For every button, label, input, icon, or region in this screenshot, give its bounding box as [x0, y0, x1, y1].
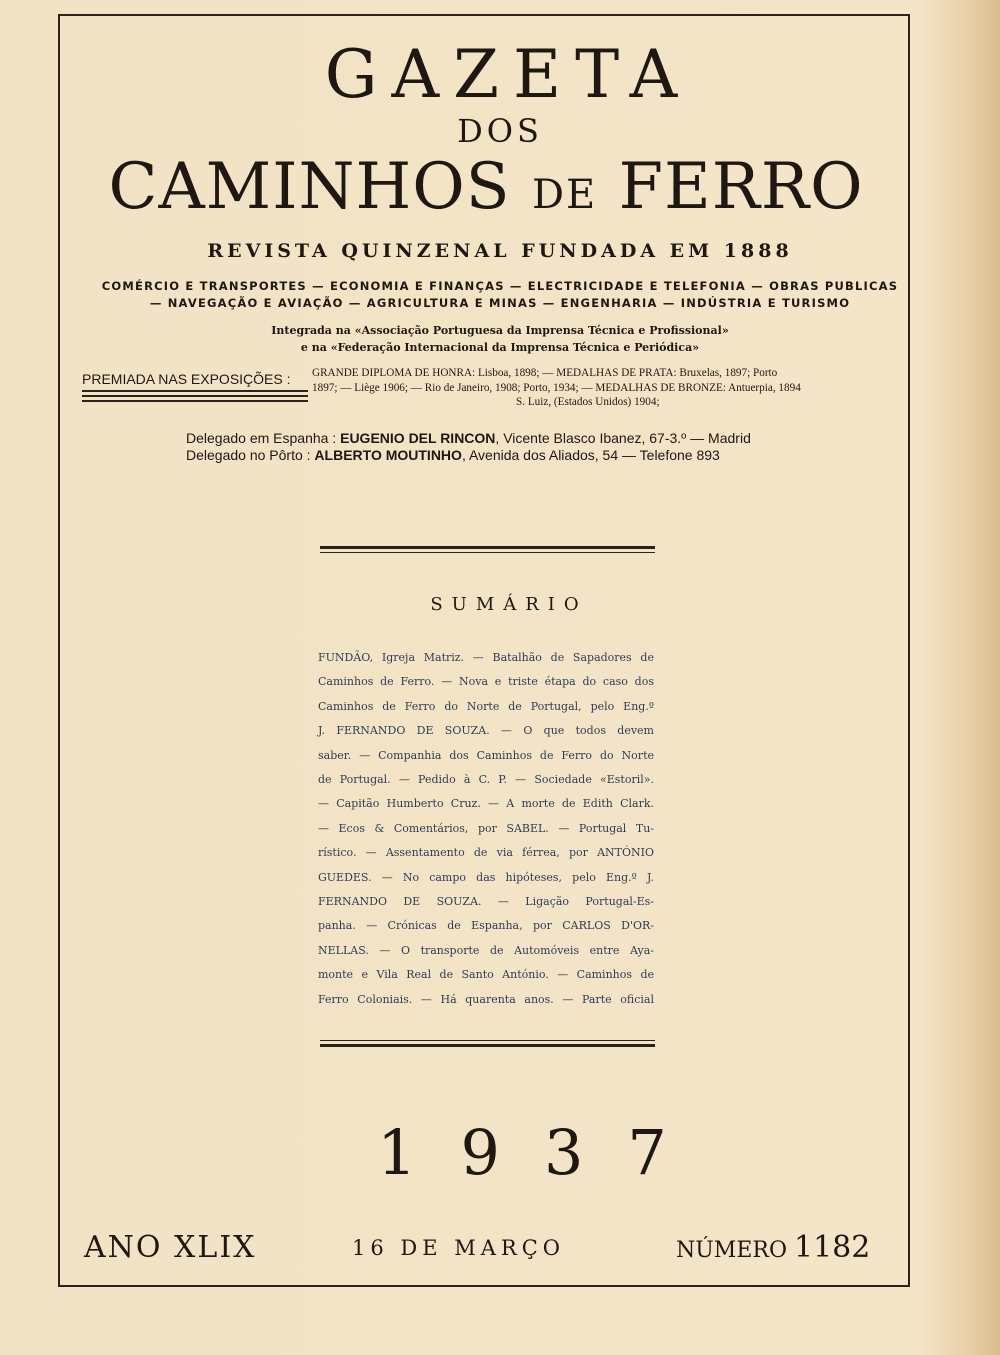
sumario-title: SUMÁRIO — [430, 594, 588, 615]
sumario-line: J. FERNANDO DE SOUZA. — O que todos devem — [318, 724, 654, 738]
divider-top — [320, 546, 655, 553]
sumario-contents — [318, 646, 654, 1012]
integrada-line-1: Integrada na «Associação Portuguesa da Imprensa Técnica e Profissional» — [271, 324, 729, 337]
sumario-line: Caminhos de Ferro do Norte de Portugal, pelo Eng.º — [318, 699, 654, 713]
delegado-espanha-prefix: Delegado em Espanha : — [186, 430, 341, 446]
delegado-espanha — [186, 430, 751, 447]
sumario-line: — Capitão Humberto Cruz. — A morte de Edith Clark. — [318, 797, 654, 811]
topics-line-2: — NAVEGAÇÃO E AVIAÇÃO — AGRICULTURA E MINAS — ENGENHARIA — INDÚSTRIA E TURISMO — [149, 296, 851, 310]
masthead-de: DE — [531, 172, 598, 218]
numero-value: 1182 — [793, 1230, 871, 1265]
awards-line-1: GRANDE DIPLOMA DE HONRA: Lisboa, 1898; — MEDALHAS DE PRATA: Bruxelas, 1897; Porto — [312, 367, 778, 379]
sumario-line: NELLAS. — O transporte de Automóveis entre Aya- — [318, 943, 654, 957]
masthead-dos: DOS — [457, 112, 543, 150]
topics-line-1: COMÉRCIO E TRANSPORTES — ECONOMIA E FINANÇAS — ELECTRICIDADE E TELEFONIA — OBRAS PUBLICAS — [101, 279, 899, 293]
awards-line-3: S. Luiz, (Estados Unidos) 1904; — [516, 396, 660, 408]
issue-numero — [676, 1230, 870, 1265]
delegado-porto — [186, 447, 751, 464]
issue-year: 1937 — [377, 1116, 711, 1189]
delegado-espanha-name: EUGENIO DEL RINCON — [340, 430, 496, 446]
sumario-line: FERNANDO DE SOUZA. — Ligação Portugal-Es- — [318, 895, 654, 909]
delegado-porto-name: ALBERTO MOUTINHO — [314, 447, 462, 463]
integrada-note — [0, 322, 1000, 356]
delegado-porto-prefix: Delegado no Pôrto : — [186, 447, 315, 463]
masthead-caminhos-de-ferro — [85, 150, 887, 224]
masthead-topics — [0, 278, 1000, 312]
premiada-underline — [82, 390, 308, 405]
masthead-subtitle: REVISTA QUINZENAL FUNDADA EM 1888 — [207, 240, 793, 262]
sumario-line: Ferro Coloniais. — Há quarenta anos. — Parte oficial — [318, 992, 654, 1006]
sumario-line: de Portugal. — Pedido à C. P. — Sociedade «Estoril». — [318, 773, 654, 787]
sumario-line: rístico. — Assentamento de via férrea, por ANTÓNIO — [318, 846, 654, 860]
awards-line-2: 1897; — Liège 1906; — Rio de Janeiro, 1908; Porto, 1934; — MEDALHAS DE BRONZE: Antuerpia, 1894 — [312, 381, 801, 394]
delegados-block — [186, 430, 751, 464]
masthead-ferro: FERRO — [618, 150, 864, 224]
delegado-espanha-address: , Vicente Blasco Ibanez, 67-3.º — Madrid — [495, 430, 751, 446]
delegado-porto-address: , Avenida dos Aliados, 54 — Telefone 893 — [461, 447, 720, 463]
masthead-caminhos: CAMINHOS — [108, 150, 511, 224]
sumario-line: monte e Vila Real de Santo António. — Caminhos de — [318, 968, 654, 982]
numero-label: NÚMERO — [676, 1238, 787, 1263]
masthead-title: GAZETA — [324, 36, 692, 113]
issue-date: 16 DE MARÇO — [352, 1236, 566, 1260]
sumario-line: FUNDÃO, Igreja Matriz. — Batalhão de Sapadores de — [318, 651, 654, 664]
sumario-line: — Ecos & Comentários, por SABEL. — Portugal Tu- — [318, 821, 654, 835]
integrada-line-2: e na «Federação Internacional da Imprensa Técnica e Periódica» — [300, 341, 700, 354]
premiada-awards — [312, 366, 890, 410]
sumario-line: panha. — Crónicas de Espanha, por CARLOS D'OR- — [318, 919, 654, 933]
divider-bottom — [320, 1040, 655, 1047]
sumario-line: GUEDES. — No campo das hipóteses, pelo Eng.º J. — [318, 870, 654, 884]
sumario-line: Caminhos de Ferro. — Nova e triste étapa do caso dos — [318, 675, 654, 689]
premiada-label: PREMIADA NAS EXPOSIÇÕES : — [82, 371, 291, 387]
issue-ano: ANO XLIX — [84, 1230, 257, 1265]
sumario-line: saber. — Companhia dos Caminhos de Ferro do Norte — [318, 748, 654, 762]
